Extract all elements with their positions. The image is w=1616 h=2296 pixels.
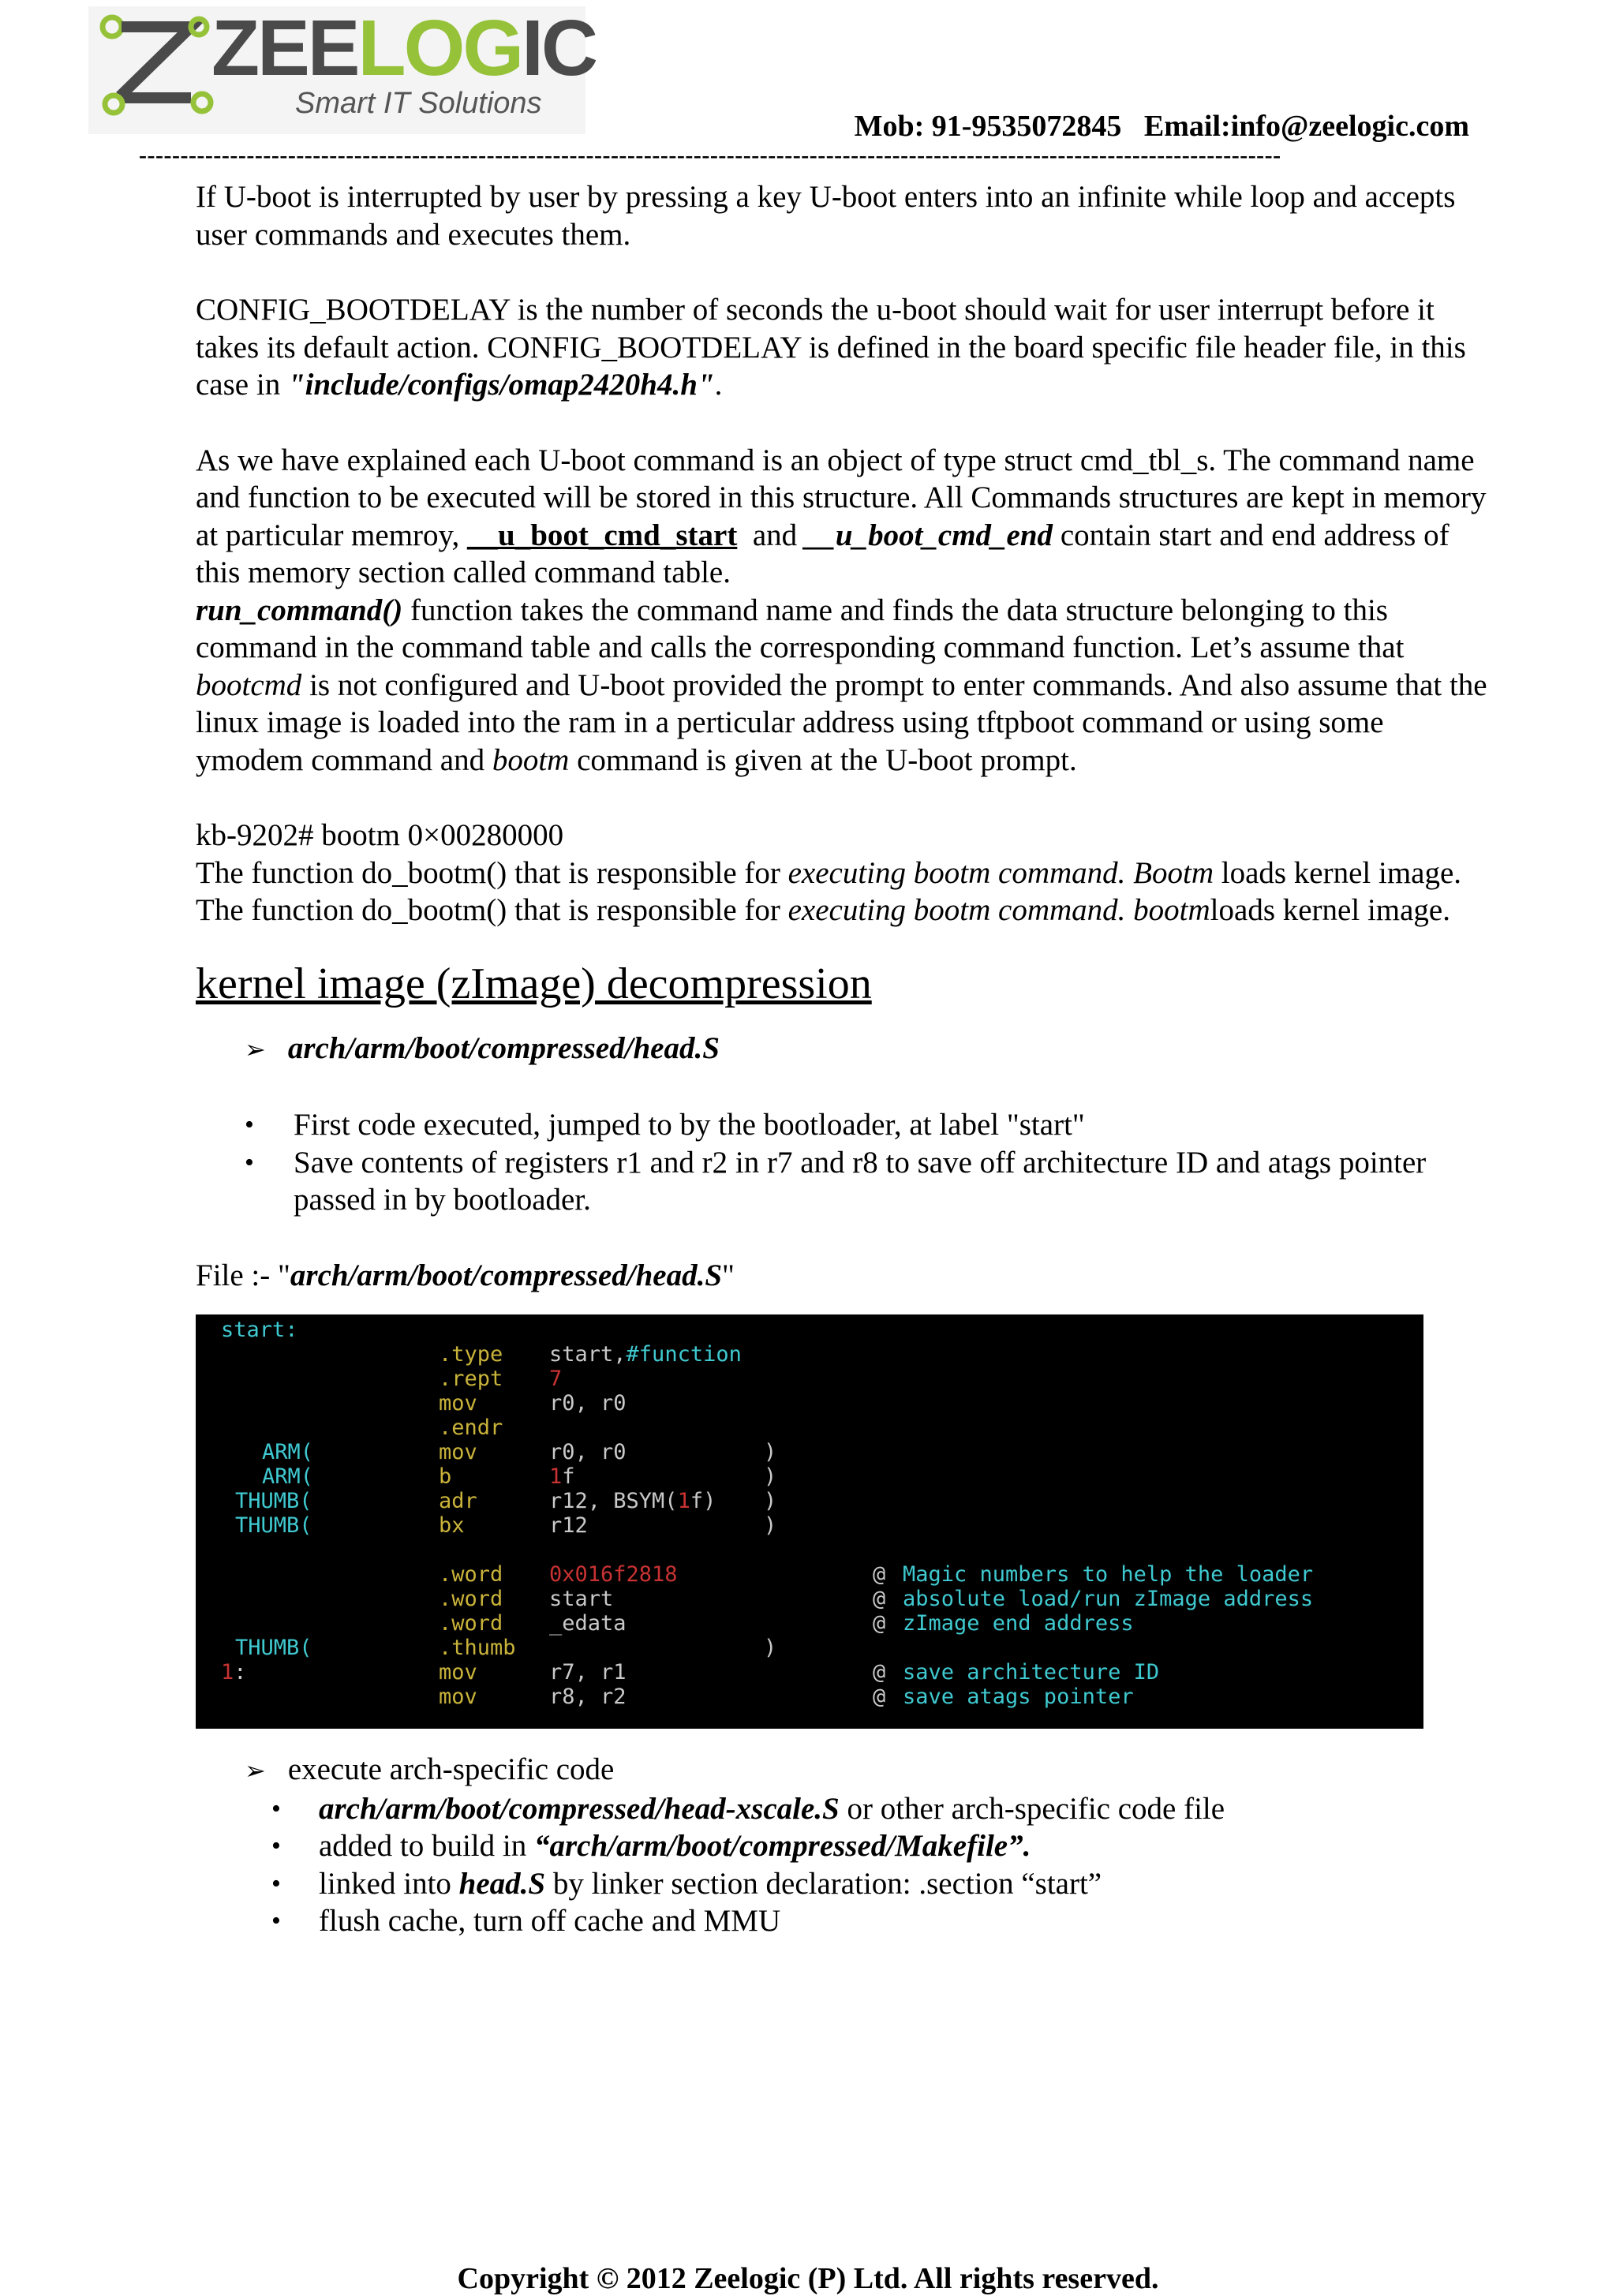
code-comment: save atags pointer (903, 1685, 1134, 1710)
code-line: 1f (549, 1464, 575, 1490)
code-line: mov (439, 1660, 477, 1685)
bullet-icon: • (271, 1831, 281, 1861)
bullet-icon: • (271, 1793, 281, 1823)
paragraph-bootdelay: CONFIG_BOOTDELAY is the number of seconds the u-boot should wait for user interrupt before it takes its default action. CONFIG_BOOTDELAY is defined in the board specific file header file, in this case in "include/configs/omap2420h4.h". (196, 293, 1466, 402)
arrow-bullet-icon: ➢ (245, 1034, 266, 1064)
code-line: r12 (549, 1513, 588, 1539)
bullet-list-arch (271, 1790, 1490, 1940)
code-line: THUMB( (235, 1489, 312, 1514)
code-line: 7 (549, 1367, 563, 1392)
logo-tagline: Smart IT Solutions (295, 87, 542, 120)
logo-wordmark: ZEELOGIC (211, 4, 597, 92)
code-line: _edata (549, 1611, 627, 1636)
code-comment: save architecture ID (903, 1660, 1160, 1685)
code-line: mov (439, 1685, 477, 1710)
code-line: @ (873, 1660, 886, 1685)
bullet-icon: • (271, 1906, 281, 1936)
code-line: ) (764, 1440, 777, 1465)
list-item: • arch/arm/boot/compressed/head-xscale.S or other arch-specific code file (319, 1790, 1490, 1828)
paragraph-command-table: As we have explained each U-boot command is an object of type struct cmd_tbl_s. The command name and function to be executed will be stored in this structure. All Commands structures are kept in memory at particular memroy, __u_boot_cmd_start and __u_boot_cmd_end contain start and end address of this memory section called command table. (196, 443, 1487, 589)
code-line: r8, r2 (549, 1685, 627, 1710)
code-line: r12, BSYM(1f) (549, 1489, 716, 1514)
list-item: • linked into head.S by linker section declaration: .section “start” (319, 1865, 1490, 1903)
code-line: start,#function (549, 1342, 742, 1367)
code-line: .word (439, 1562, 503, 1587)
list-item: • Save contents of registers r1 and r2 in r7 and r8 to save off architecture ID and atags pointer passed in by bootloader. (245, 1145, 1427, 1217)
bootm-command-example: kb-9202# bootm 0×00280000 (196, 818, 564, 852)
paragraph-do-bootm: The function do_bootm() that is responsible for executing bootm command. Bootm loads kernel image. The function do_bootm() that is responsible for executing bootm command. bootmloads kernel image. (196, 855, 1462, 927)
code-line: adr (439, 1489, 477, 1514)
code-line: .endr (439, 1415, 503, 1441)
code-line: @ (873, 1685, 886, 1710)
code-block-head-s (196, 1314, 1423, 1729)
bullet-list-start (245, 1106, 1490, 1219)
arrow-item-arch-specific: ➢ execute arch-specific code (245, 1751, 1490, 1790)
code-line: mov (439, 1391, 477, 1416)
code-comment: Magic numbers to help the loader (903, 1562, 1314, 1587)
code-line: @ (873, 1611, 886, 1636)
section-heading: kernel image (zImage) decompression (196, 959, 872, 1008)
code-line: .type (439, 1342, 503, 1367)
page-footer-copyright: Copyright © 2012 Zeelogic (P) Ltd. All rights reserved. (457, 2262, 1159, 2295)
code-line: r0, r0 (549, 1391, 627, 1416)
code-line: .word (439, 1611, 503, 1636)
code-line: ARM( (262, 1464, 314, 1490)
code-line: @ (873, 1587, 886, 1612)
code-line: start (549, 1587, 614, 1612)
code-line: .thumb (439, 1636, 516, 1661)
code-line: ) (764, 1513, 777, 1539)
paragraph-run-command: run_command() function takes the command name and finds the data structure belonging to this command in the command table and calls the corresponding command function. Let’s assume that bootcmd is not configured and U-boot provided the prompt to enter commands. And also assume that the linux image is loaded into the ram in a perticular address using tftpboot command or using some ymodem command and bootm command is given at the U-boot prompt. (196, 593, 1487, 777)
code-line: b (439, 1464, 452, 1490)
header-divider: ------------------------------------------------------------------------------------------------------------------------------------------ (139, 144, 1281, 167)
header-contact: Mob: 91-9535072845 Email:info@zeelogic.com (854, 110, 1469, 143)
arrow-bullet-icon: ➢ (245, 1756, 266, 1786)
code-line: .word (439, 1587, 503, 1612)
company-logo (88, 4, 597, 134)
code-line: ) (764, 1489, 777, 1514)
code-line: start: (221, 1318, 298, 1343)
code-line: 0x016f2818 (549, 1562, 678, 1587)
code-line: THUMB( (235, 1636, 312, 1661)
code-line: 1: (221, 1660, 247, 1685)
bullet-icon: • (245, 1110, 254, 1140)
bullet-icon: • (271, 1868, 281, 1898)
code-line: ARM( (262, 1440, 314, 1465)
code-line: r7, r1 (549, 1660, 627, 1685)
document-body (196, 178, 1490, 1940)
file-label: File :- "arch/arm/boot/compressed/head.S" (196, 1258, 735, 1292)
code-line: r0, r0 (549, 1440, 627, 1465)
code-comment: zImage end address (903, 1611, 1134, 1636)
list-item: • First code executed, jumped to by the bootloader, at label "start" (294, 1106, 1490, 1144)
paragraph-uboot-interrupt: If U-boot is interrupted by user by pressing a key U-boot enters into an infinite while loop and accepts user commands and executes them. (196, 180, 1456, 252)
code-line: ) (764, 1636, 777, 1661)
list-item: • flush cache, turn off cache and MMU (319, 1902, 1490, 1940)
list-item: • added to build in “arch/arm/boot/compressed/Makefile”. (319, 1827, 1490, 1865)
config-file-path: "include/configs/omap2420h4.h" (287, 368, 715, 402)
bullet-icon: • (245, 1147, 254, 1177)
code-line: mov (439, 1440, 477, 1465)
zeelogic-z-icon (96, 9, 223, 128)
code-comment: absolute load/run zImage address (903, 1587, 1314, 1612)
code-line: @ (873, 1562, 886, 1587)
arrow-item-head-s: ➢ arch/arm/boot/compressed/head.S (245, 1030, 1490, 1069)
code-line: .rept (439, 1367, 503, 1392)
code-line: THUMB( (235, 1513, 312, 1539)
code-line: bx (439, 1513, 465, 1539)
code-line: ) (764, 1464, 777, 1490)
